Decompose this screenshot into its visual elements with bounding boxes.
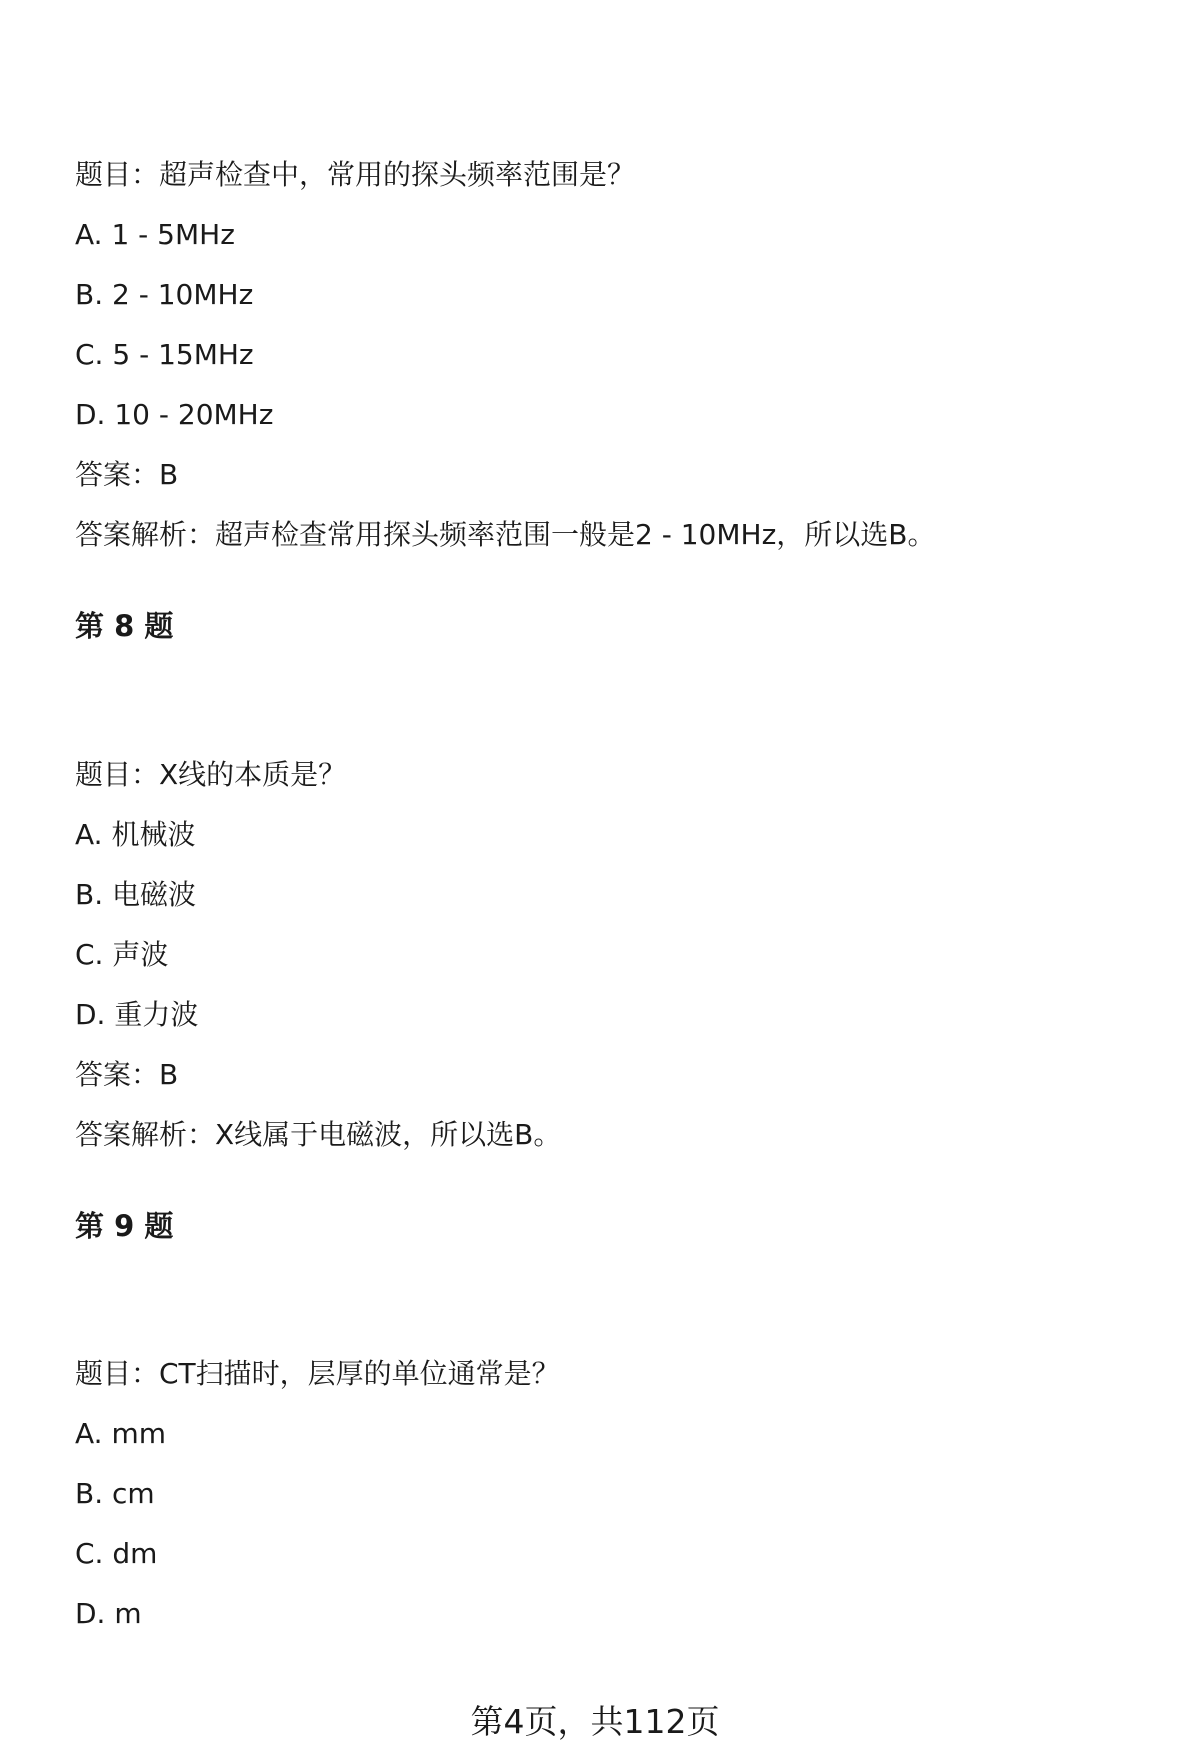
question-9-option-d: D. m — [75, 1597, 142, 1630]
question-7-option-c: C. 5 - 15MHz — [75, 338, 254, 371]
question-8-text: 题目：X线的本质是？ — [75, 758, 347, 791]
question-9-option-c: C. dm — [75, 1537, 158, 1570]
question-8-option-a: A. 机械波 — [75, 818, 196, 851]
question-7-answer: 答案：B — [75, 458, 179, 491]
question-8-option-c: C. 声波 — [75, 938, 169, 971]
question-9-heading: 第 9 题 — [75, 1209, 174, 1243]
question-8-explanation: 答案解析：X线属于电磁波，所以选B。 — [75, 1118, 562, 1151]
question-8-option-b: B. 电磁波 — [75, 878, 197, 911]
question-9-option-a: A. mm — [75, 1417, 167, 1450]
question-7-option-d: D. 10 - 20MHz — [75, 398, 274, 431]
question-9-option-b: B. cm — [75, 1477, 155, 1510]
question-8-answer: 答案：B — [75, 1058, 179, 1091]
question-7-text: 题目：超声检查中，常用的探头频率范围是？ — [75, 158, 636, 191]
question-7-option-a: A. 1 - 5MHz — [75, 218, 235, 251]
page-number-footer: 第4页，共112页 — [470, 1702, 720, 1741]
question-9-text: 题目：CT扫描时，层厚的单位通常是？ — [75, 1357, 560, 1390]
question-8-heading: 第 8 题 — [75, 609, 174, 643]
question-7-explanation: 答案解析：超声检查常用探头频率范围一般是2 - 10MHz，所以选B。 — [75, 518, 936, 551]
question-7-option-b: B. 2 - 10MHz — [75, 278, 254, 311]
question-8-option-d: D. 重力波 — [75, 998, 199, 1031]
